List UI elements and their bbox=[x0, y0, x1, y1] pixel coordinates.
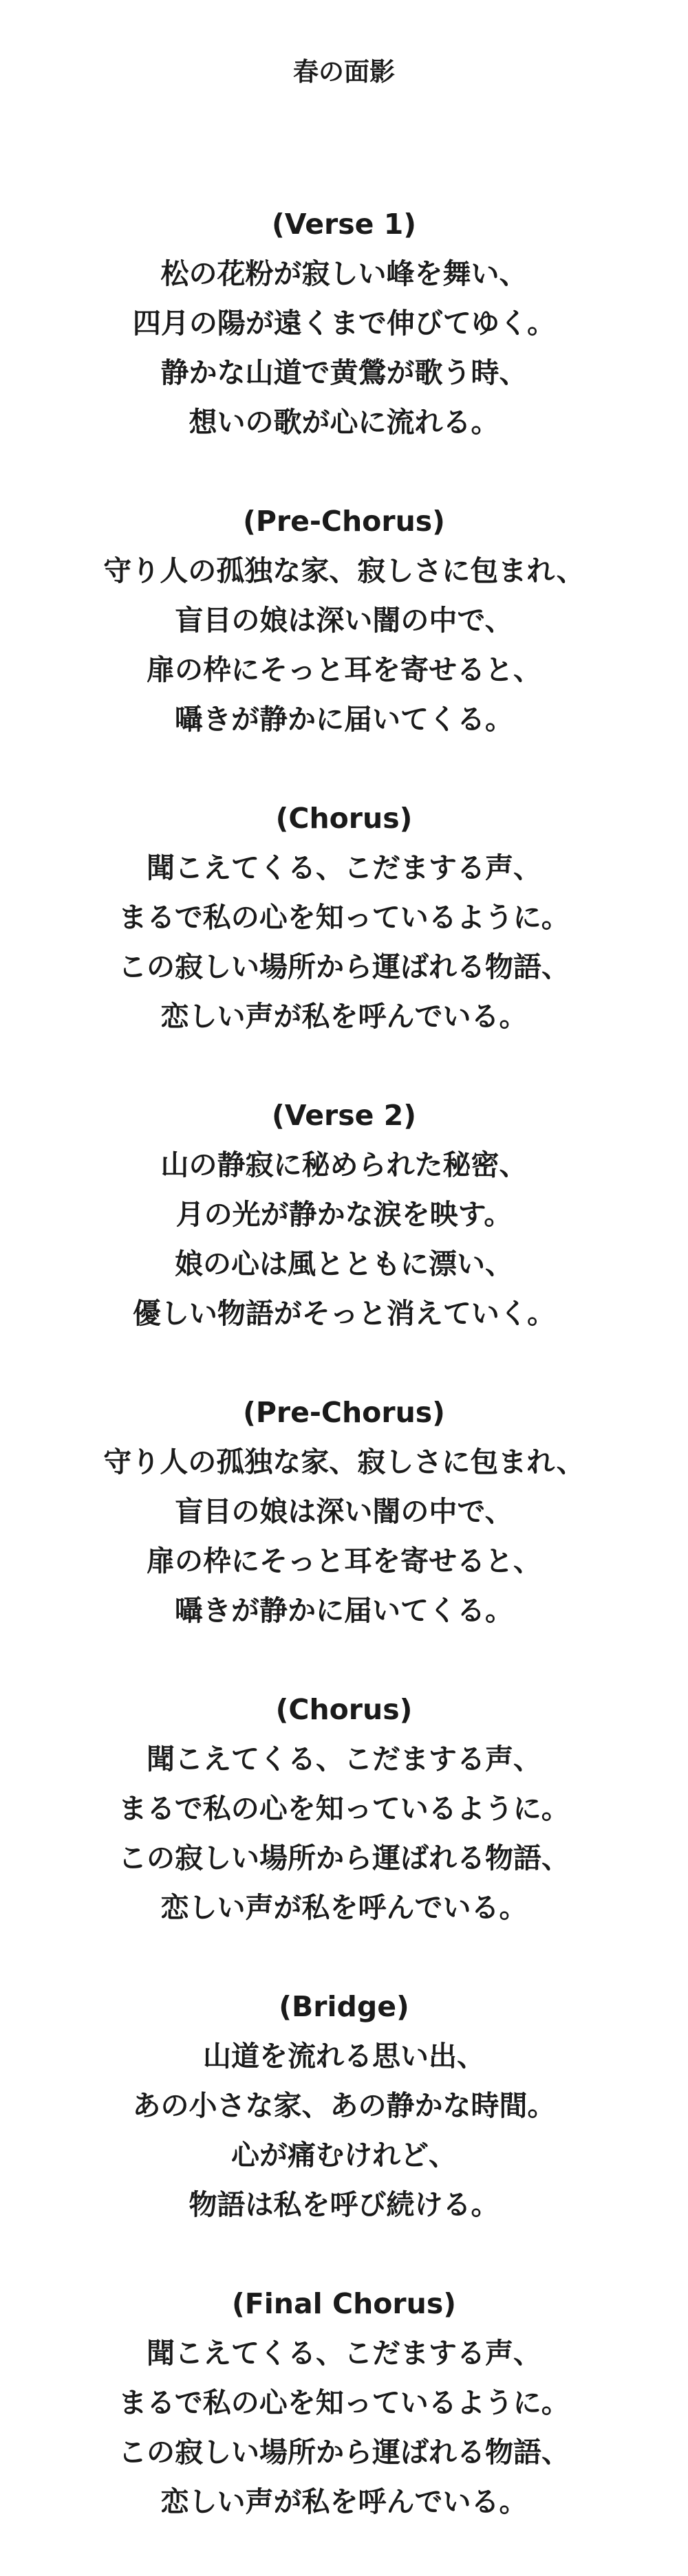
stanza bbox=[0, 1091, 688, 1388]
lyric-line: あの小さな家、あの静かな時間。 bbox=[132, 2089, 556, 2122]
lyric-line: 心が痛むけれど、 bbox=[231, 2139, 457, 2172]
lyric-line: 恋しい声が私を呼んでいる。 bbox=[160, 1000, 528, 1033]
lyric-line: 静かな山道で黄鶯が歌う時、 bbox=[160, 356, 528, 389]
section-label: (Bridge) bbox=[279, 1990, 409, 2023]
lyric-line: 山道を流れる思い出、 bbox=[203, 2040, 485, 2073]
lyric-line: 松の花粉が寂しい峰を舞い、 bbox=[160, 257, 528, 290]
lyric-line: 囁きが静かに届いてくる。 bbox=[175, 1594, 513, 1627]
lyric-line: 月の光が静かな涙を映す。 bbox=[175, 1198, 513, 1231]
lyric-line: まるで私の心を知っているように。 bbox=[118, 2386, 570, 2419]
lyric-line: 守り人の孤独な家、寂しさに包まれ、 bbox=[103, 1445, 585, 1478]
lyric-line: 四月の陽が遠くまで伸びてゆく。 bbox=[132, 307, 556, 340]
lyric-line: 扉の枠にそっと耳を寄せると、 bbox=[147, 653, 541, 686]
section-label: (Pre-Chorus) bbox=[243, 1396, 445, 1429]
stanza bbox=[0, 1388, 688, 1685]
section-label: (Pre-Chorus) bbox=[243, 505, 445, 538]
lyric-line: まるで私の心を知っているように。 bbox=[118, 1792, 570, 1825]
section-label: (Verse 1) bbox=[271, 208, 416, 241]
stanza bbox=[0, 2279, 688, 2576]
stanza bbox=[0, 496, 688, 794]
lyric-line: この寂しい場所から運ばれる物語、 bbox=[118, 950, 570, 983]
lyric-line: 恋しい声が私を呼んでいる。 bbox=[160, 2485, 528, 2518]
lyric-line: 聞こえてくる、こだまする声、 bbox=[147, 2337, 541, 2370]
stanza bbox=[0, 1982, 688, 2279]
page-title: 春の面影 bbox=[293, 57, 395, 87]
lyric-line: まるで私の心を知っているように。 bbox=[118, 901, 570, 934]
section-label: (Chorus) bbox=[275, 1693, 413, 1726]
stanza-list bbox=[0, 199, 688, 2576]
stanza bbox=[0, 794, 688, 1091]
lyric-line: 恋しい声が私を呼んでいる。 bbox=[160, 1891, 528, 1924]
lyric-line: 聞こえてくる、こだまする声、 bbox=[147, 1743, 541, 1776]
stanza bbox=[0, 1685, 688, 1982]
lyric-line: 優しい物語がそっと消えていく。 bbox=[132, 1297, 556, 1330]
lyric-line: 山の静寂に秘められた秘密、 bbox=[160, 1148, 528, 1181]
lyric-line: 盲目の娘は深い闇の中で、 bbox=[175, 1495, 513, 1528]
lyric-line: 盲目の娘は深い闇の中で、 bbox=[175, 604, 513, 637]
stanza bbox=[0, 199, 688, 496]
lyric-line: 物語は私を呼び続ける。 bbox=[189, 2188, 499, 2221]
section-label: (Chorus) bbox=[275, 802, 413, 835]
lyric-line: 囁きが静かに届いてくる。 bbox=[175, 703, 513, 736]
section-label: (Verse 2) bbox=[271, 1099, 416, 1132]
lyric-line: この寂しい場所から運ばれる物語、 bbox=[118, 1842, 570, 1875]
section-label: (Final Chorus) bbox=[232, 2287, 456, 2320]
lyric-line: 娘の心は風とともに漂い、 bbox=[175, 1247, 513, 1280]
lyric-line: 想いの歌が心に流れる。 bbox=[189, 406, 499, 439]
lyric-line: 守り人の孤独な家、寂しさに包まれ、 bbox=[103, 554, 585, 587]
lyric-line: この寂しい場所から運ばれる物語、 bbox=[118, 2436, 570, 2469]
lyric-line: 聞こえてくる、こだまする声、 bbox=[147, 851, 541, 884]
lyric-line: 扉の枠にそっと耳を寄せると、 bbox=[147, 1544, 541, 1578]
